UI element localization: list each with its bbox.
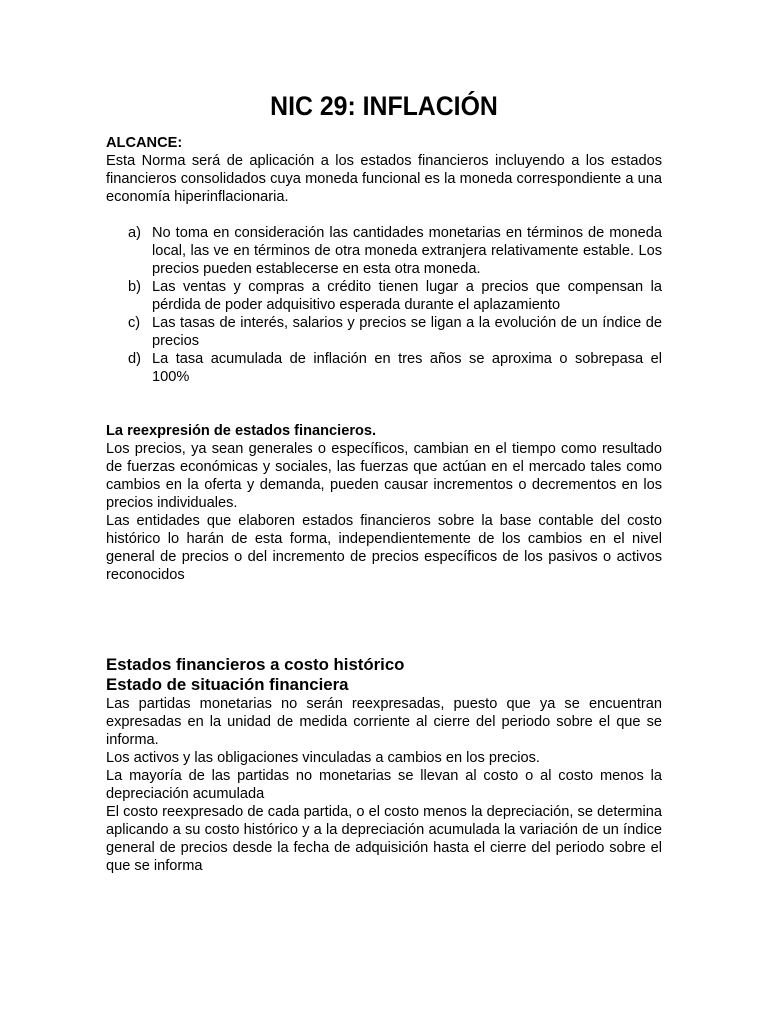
list-item-text: No toma en consideración las cantidades monetarias en términos de moneda local, las ve en términos de otra moneda extranjera relativamente estable. Los precios pueden establecerse en esta otra moneda. <box>152 225 662 277</box>
alcance-section <box>106 134 662 386</box>
list-item <box>106 314 662 350</box>
list-item <box>106 278 662 314</box>
costo-historico-section <box>106 655 662 875</box>
list-item-text: La tasa acumulada de inflación en tres años se aproxima o sobrepasa el 100% <box>152 351 662 385</box>
alcance-heading: ALCANCE: <box>106 135 183 151</box>
costo-historico-paragraph: Los activos y las obligaciones vinculadas a cambios en los precios. <box>106 750 540 766</box>
alcance-list <box>106 224 662 386</box>
costo-historico-paragraph: La mayoría de las partidas no monetarias se llevan al costo o al costo menos la depreciación acumulada <box>106 768 662 802</box>
list-marker: d) <box>128 351 141 367</box>
list-marker: a) <box>128 225 141 241</box>
list-marker: b) <box>128 279 141 295</box>
reexpresion-heading: La reexpresión de estados financieros. <box>106 423 377 439</box>
reexpresion-paragraph: Los precios, ya sean generales o específicos, cambian en el tiempo como resultado de fuerzas económicas y sociales, las fuerzas que actúan en el mercado tales como cambios en la oferta y demanda, pueden causar incrementos o decrementos en los precios individuales. <box>106 441 662 511</box>
situacion-financiera-subheading: Estado de situación financiera <box>106 675 349 694</box>
list-item <box>106 350 662 386</box>
page-title: NIC 29: INFLACIÓN <box>270 91 498 121</box>
costo-historico-paragraph: Las partidas monetarias no serán reexpresadas, puesto que ya se encuentran expresadas en la unidad de medida corriente al cierre del periodo sobre el que se informa. <box>106 696 662 748</box>
alcance-paragraph: Esta Norma será de aplicación a los estados financieros incluyendo a los estados financieros consolidados cuya moneda funcional es la moneda correspondiente a una economía hiperinflacionaria. <box>106 153 662 205</box>
list-item <box>106 224 662 278</box>
reexpresion-section <box>106 422 662 584</box>
reexpresion-paragraph: Las entidades que elaboren estados financieros sobre la base contable del costo histórico lo harán de esta forma, independientemente de los cambios en el nivel general de precios o del incremento de precios específicos de los pasivos o activos reconocidos <box>106 513 662 583</box>
costo-historico-paragraph: El costo reexpresado de cada partida, o el costo menos la depreciación, se determina aplicando a su costo histórico y a la depreciación acumulada la variación de un índice general de precios desde la fecha de adquisición hasta el cierre del periodo sobre el que se informa <box>106 804 662 874</box>
costo-historico-heading: Estados financieros a costo histórico <box>106 655 405 674</box>
list-item-text: Las tasas de interés, salarios y precios se ligan a la evolución de un índice de precios <box>152 315 662 349</box>
list-marker: c) <box>128 315 141 331</box>
list-item-text: Las ventas y compras a crédito tienen lugar a precios que compensan la pérdida de poder adquisitivo esperada durante el aplazamiento <box>152 279 662 313</box>
